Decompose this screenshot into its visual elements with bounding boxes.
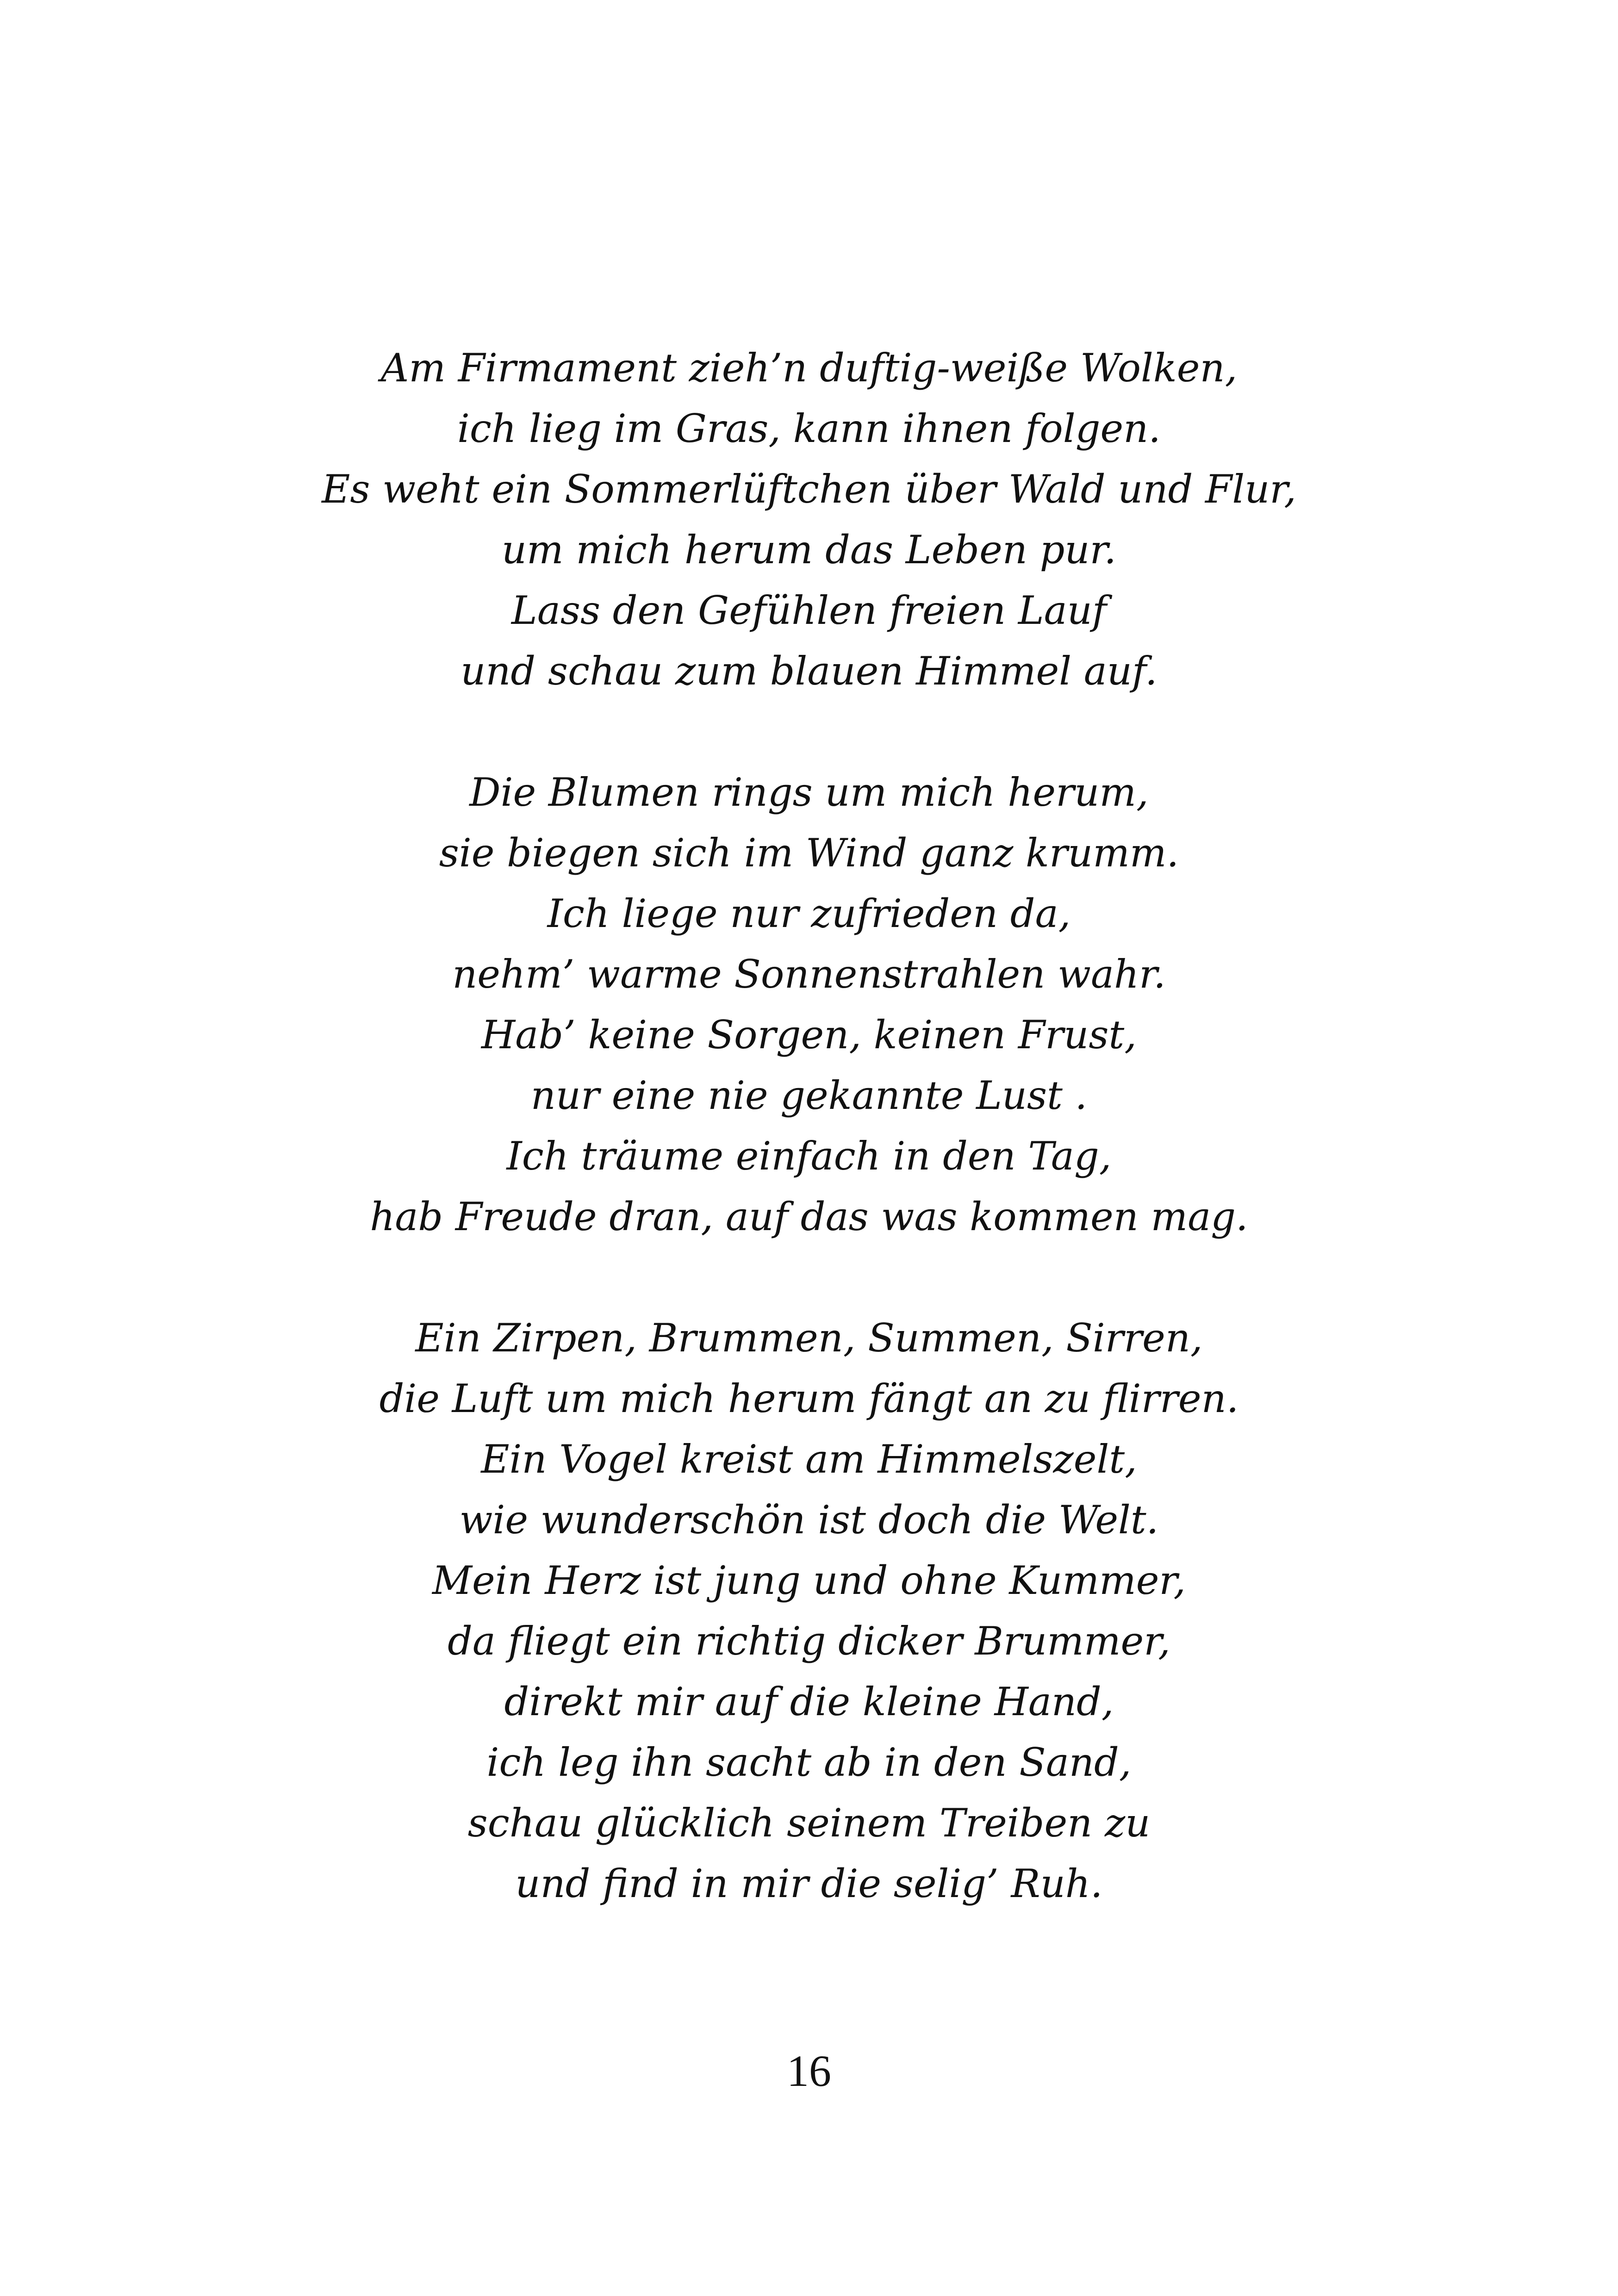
poem-line: ich lieg im Gras, kann ihnen folgen. <box>457 406 1161 451</box>
poem-line: Ein Zirpen, Brummen, Summen, Sirren, <box>415 1315 1203 1361</box>
poem-line: um mich herum das Leben pur. <box>501 527 1117 572</box>
poem-line: schau glücklich seinem Treiben zu <box>467 1800 1151 1846</box>
poem-line: Am Firmament zieh’n duftig-weiße Wolken, <box>380 345 1238 391</box>
stanza-2 <box>0 762 1618 1247</box>
poem-line: die Luft um mich herum fängt an zu flirren. <box>379 1376 1239 1421</box>
poem-line: wie wunderschön ist doch die Welt. <box>459 1497 1159 1543</box>
page-number: 16 <box>787 2046 831 2096</box>
poem-line: und find in mir die selig’ Ruh. <box>515 1861 1103 1906</box>
poem-line: Mein Herz ist jung und ohne Kummer, <box>432 1558 1186 1603</box>
stanza-1 <box>0 338 1618 702</box>
poem-line: Hab’ keine Sorgen, keinen Frust, <box>481 1012 1137 1058</box>
poem-line: Ich träume einfach in den Tag, <box>506 1133 1112 1179</box>
poem-line: Die Blumen rings um mich herum, <box>469 770 1149 815</box>
poem-line: da fliegt ein richtig dicker Brummer, <box>448 1618 1170 1664</box>
poem-line: sie biegen sich im Wind ganz krumm. <box>439 830 1179 876</box>
poem-line: Ich liege nur zufrieden da, <box>547 891 1071 936</box>
stanza-3 <box>0 1308 1618 1914</box>
poem-line: Lass den Gefühlen freien Lauf <box>511 588 1107 633</box>
poem-line: Ein Vogel kreist am Himmelszelt, <box>481 1437 1137 1482</box>
poem <box>0 338 1618 1914</box>
poem-line: nehm’ warme Sonnenstrahlen wahr. <box>452 952 1166 997</box>
poem-line: hab Freude dran, auf das was kommen mag. <box>370 1194 1248 1239</box>
poem-line: direkt mir auf die kleine Hand, <box>504 1679 1114 1724</box>
poem-line: und schau zum blauen Himmel auf. <box>461 648 1157 694</box>
poem-line: ich leg ihn sacht ab in den Sand, <box>486 1740 1132 1785</box>
poem-line: Es weht ein Sommerlüftchen über Wald und Flur, <box>322 467 1296 512</box>
poem-line: nur eine nie gekannte Lust . <box>530 1073 1088 1118</box>
